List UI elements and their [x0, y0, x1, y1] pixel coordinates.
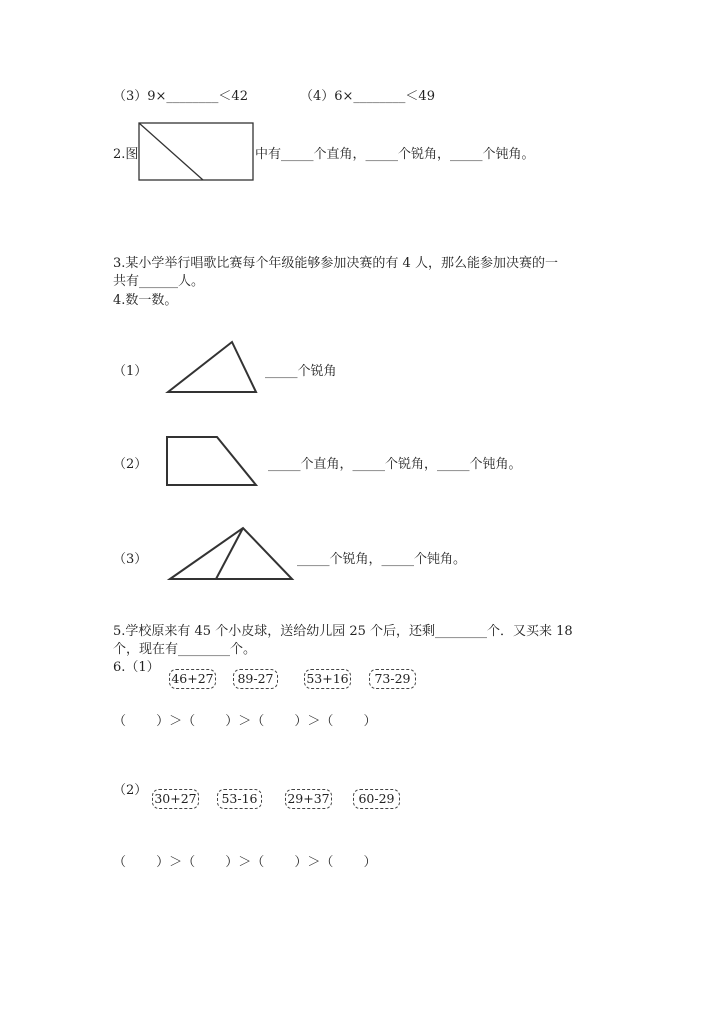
q6-part2-label: （2） — [113, 783, 148, 798]
q2-prefix: 2.图 — [113, 147, 139, 162]
q6-part1-expression: 46+27 — [169, 669, 216, 689]
q4-item3-text: _____个锐角，_____个钝角。 — [297, 552, 467, 567]
q6-part1-expression: 53+16 — [304, 669, 351, 689]
q6-title: 6.（1） — [113, 660, 160, 675]
q6-part1-expression: 73-29 — [369, 669, 416, 689]
q4-item2-label: （2） — [113, 457, 148, 472]
q5-line2: 个，现在有________个。 — [113, 642, 257, 657]
q1-part3: （3）9×________＜42 — [113, 89, 248, 104]
q2-question-text: 中有_____个直角，_____个锐角，_____个钝角。 — [255, 147, 535, 162]
q4-item1-text: _____个锐角 — [265, 364, 337, 379]
q6-part2-expression: 53-16 — [217, 789, 262, 809]
q6-part1-compare: （ ）＞（ ）＞（ ）＞（ ） — [113, 714, 377, 729]
q4-item1-label: （1） — [113, 364, 148, 379]
q6-part2-compare: （ ）＞（ ）＞（ ）＞（ ） — [113, 855, 377, 870]
q5-line1: 5.学校原来有 45 个小皮球，送给幼儿园 25 个后，还剩________个．又买来 18 — [113, 624, 573, 639]
q6-part1-expression: 89-27 — [233, 669, 278, 689]
q4-title: 4.数一数。 — [113, 293, 178, 308]
q3-line2: 共有______人。 — [113, 274, 205, 289]
q1-part4: （4）6×________＜49 — [300, 89, 435, 104]
q6-part2-expression: 30+27 — [152, 789, 199, 809]
q6-part2-expression: 29+37 — [285, 789, 332, 809]
q4-item3-label: （3） — [113, 552, 148, 567]
q4-item2-text: _____个直角，_____个锐角，_____个钝角。 — [268, 457, 522, 472]
q6-part2-expression: 60-29 — [353, 789, 400, 809]
q3-line1: 3.某小学举行唱歌比赛每个年级能够参加决赛的有 4 人，那么能参加决赛的一 — [113, 256, 558, 271]
